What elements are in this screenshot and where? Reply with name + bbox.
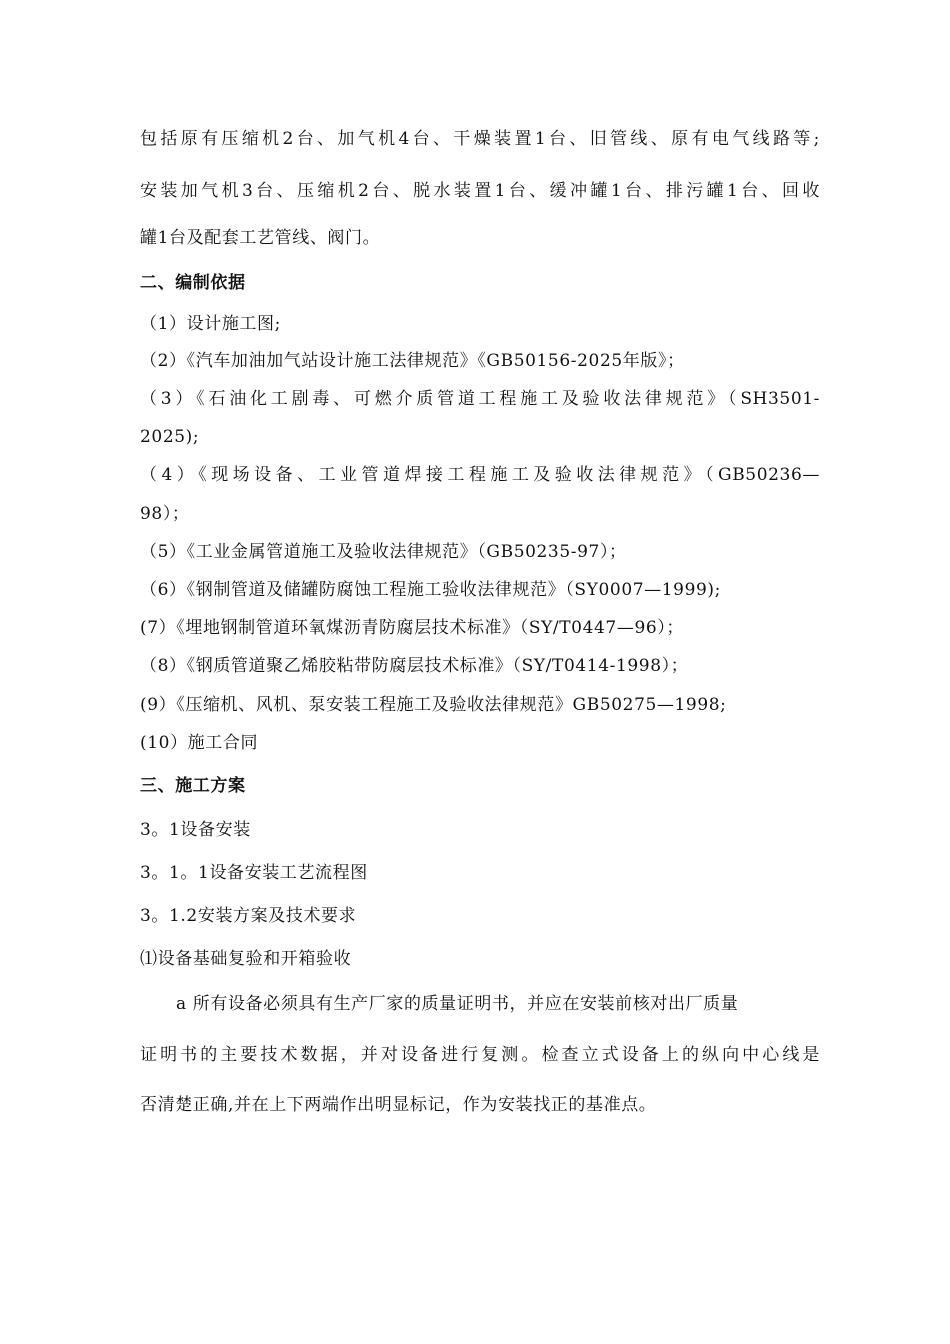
subheading-3-1-2: 3。1.2安装方案及技术要求 (140, 906, 357, 926)
intro-line-2: 安装加气机3台、压缩机2台、脱水装置1台、缓冲罐1台、排污罐1台、回收 (140, 181, 820, 201)
intro-line-1: 包括原有压缩机2台、加气机4台、干燥装置1台、旧管线、原有电气线路等; (140, 129, 820, 149)
paragraph-line-2: 证明书的主要技术数据，并对设备进行复测。检查立式设备上的纵向中心线是 (140, 1045, 820, 1065)
basis-item-6: （6）《钢制管道及储罐防腐蚀工程施工验收法律规范》（SY0007—1999); (140, 580, 721, 600)
basis-item-10: (10）施工合同 (140, 733, 259, 753)
basis-item-8: （8）《钢质管道聚乙烯胶粘带防腐层技术标准》（SY/T0414-1998）； (140, 656, 689, 676)
basis-item-5: （5）《工业金属管道施工及验收法律规范》（GB50235-97）； (140, 542, 627, 562)
subheading-3-1-1: 3。1。1设备安装工艺流程图 (140, 863, 368, 883)
basis-item-9: (9）《压缩机、风机、泵安装工程施工及验收法律规范》GB50275—1998; (140, 695, 727, 715)
basis-item-3: （3）《石油化工剧毒、可燃介质管道工程施工及验收法律规范》（SH3501- (140, 389, 820, 409)
paragraph-line-3: 否清楚正确,并在上下两端作出明显标记，作为安装找正的基准点。 (140, 1095, 657, 1115)
subheading-inspection: ⑴设备基础复验和开箱验收 (140, 949, 352, 969)
section-heading-basis: 二、编制依据 (140, 273, 246, 293)
subheading-3-1: 3。1设备安装 (140, 820, 251, 840)
paragraph-line-1: a 所有设备必须具有生产厂家的质量证明书，并应在安装前核对出厂质量 (176, 994, 739, 1014)
section-heading-plan: 三、施工方案 (140, 776, 246, 796)
basis-item-3-cont: 2025); (140, 427, 200, 447)
intro-line-3: 罐1台及配套工艺管线、阀门。 (140, 228, 381, 248)
basis-item-1: （1）设计施工图; (140, 314, 281, 334)
basis-item-4: （4）《现场设备、工业管道焊接工程施工及验收法律规范》（GB50236— (140, 465, 820, 485)
basis-item-2: （2）《汽车加油加气站设计施工法律规范》《GB50156-2025年版》； (140, 351, 685, 371)
basis-item-7: (7）《埋地钢制管道环氧煤沥青防腐层技术标准》（SY/T0447—96）； (140, 618, 684, 638)
basis-item-4-cont: 98）； (140, 504, 190, 524)
